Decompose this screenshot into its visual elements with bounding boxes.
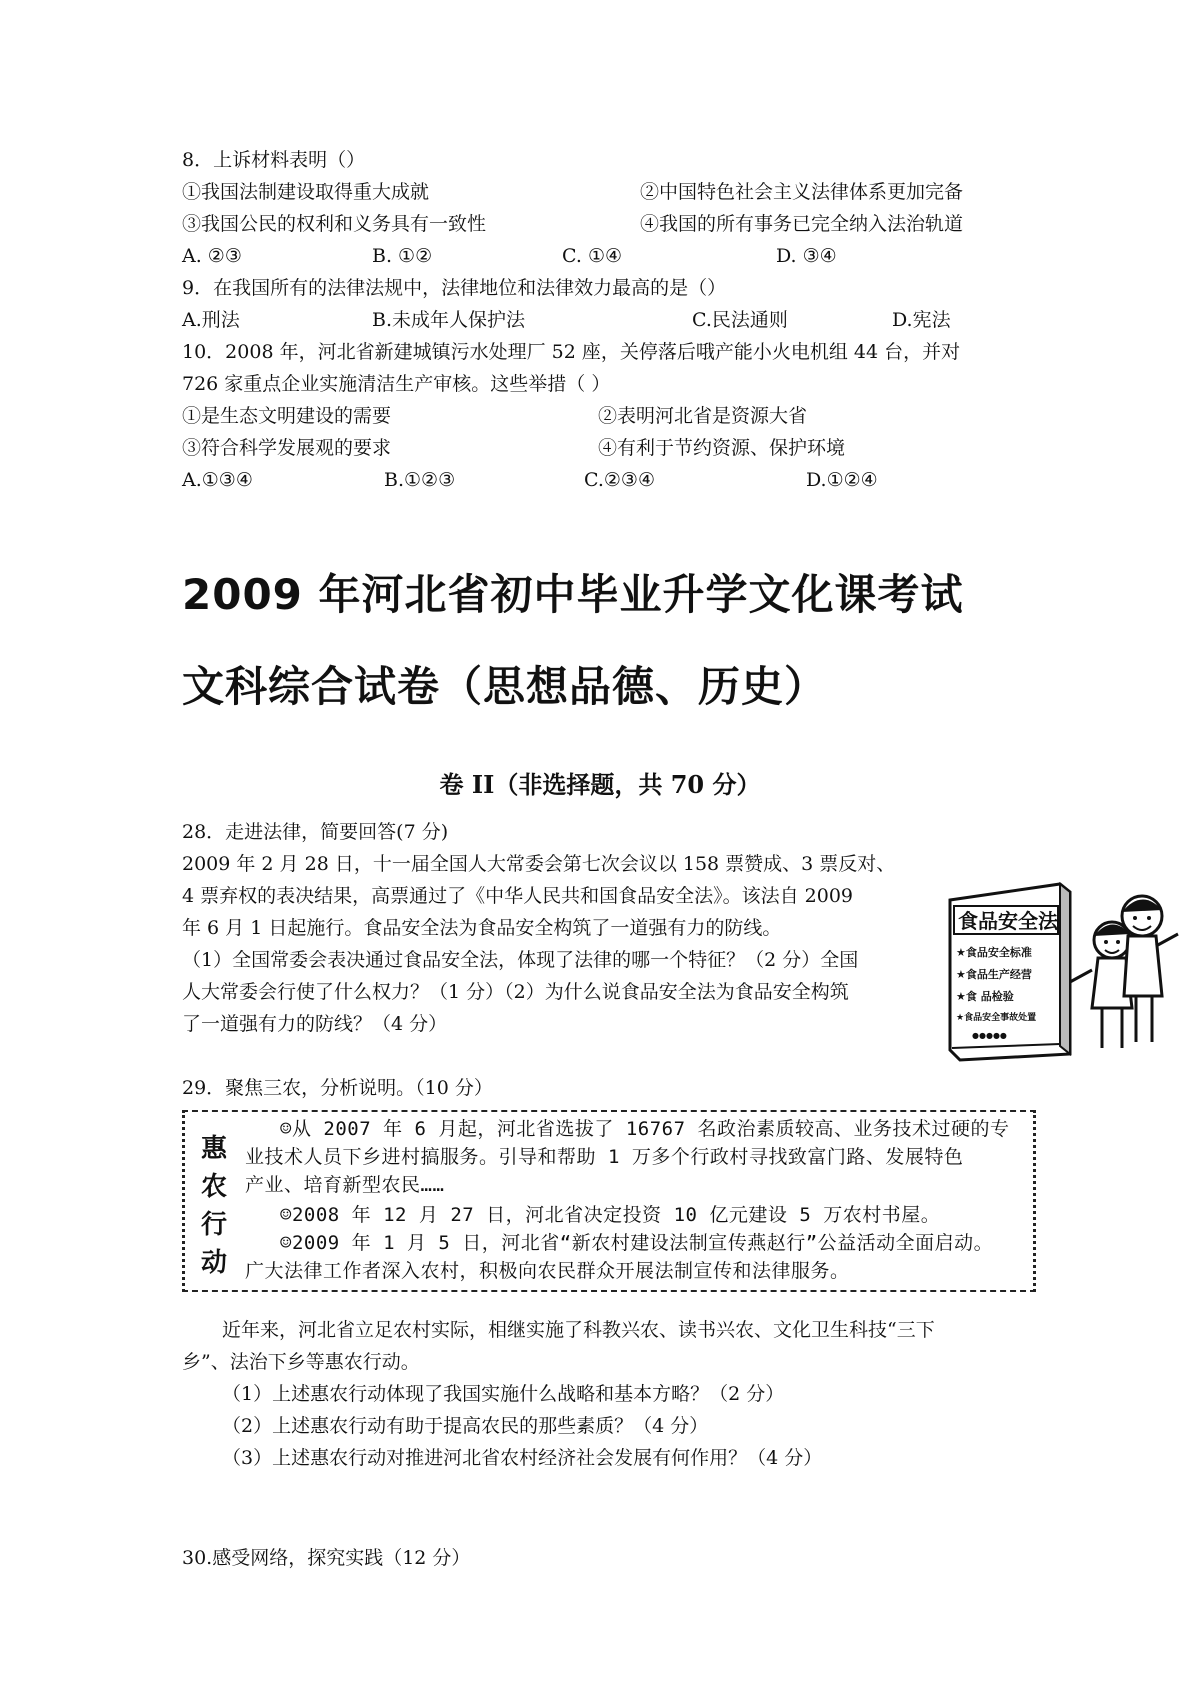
book-and-people-drawing (942, 878, 1182, 1063)
q9-choice-a: A.刑法 (182, 309, 240, 331)
q8-choice-c: C. ①④ (562, 245, 623, 267)
book-item-2: ★食品生产经营 (956, 968, 1032, 981)
q8-choice-a: A. ②③ (182, 245, 242, 267)
q8-stem: 8．上诉材料表明（） (182, 149, 366, 171)
q10-choice-b: B.①②③ (384, 469, 456, 491)
q9-stem: 9．在我国所有的法律法规中，法律地位和法律效力最高的是（） (182, 277, 727, 299)
book-item-4: ★食品安全事故处置 (956, 1013, 1037, 1023)
exam-title-line2: 文科综合试卷（思想品德、历史） (182, 662, 828, 711)
q29-stem: 29．聚焦三农，分析说明。（10 分） (182, 1077, 493, 1099)
book-dots: ●●●●● (972, 1031, 1007, 1040)
q29-intro-line1: 近年来，河北省立足农村实际，相继实施了科教兴农、读书兴农、文化卫生科技“三下 (222, 1319, 935, 1341)
box-line-3: 产业、培育新型农民…… (245, 1174, 445, 1196)
q30-stem: 30.感受网络，探究实践（12 分） (182, 1547, 471, 1569)
box-line-1: ☺从 2007 年 6 月起，河北省选拔了 16767 名政治素质较高、业务技术过硬的专 (280, 1118, 1010, 1140)
book-title: 食品安全法 (958, 909, 1058, 933)
q10-stem-line1: 10．2008 年，河北省新建城镇污水处理厂 52 座，关停落后哦产能小火电机组 44 台，并对 (182, 341, 961, 363)
q28-subquestion-line2: 人大常委会行使了什么权力？（1 分）（2）为什么说食品安全法为食品安全构筑 (182, 981, 849, 1003)
q8-option-4: ④我国的所有事务已完全纳入法治轨道 (640, 213, 964, 235)
box-label-char-3: 行 (200, 1210, 227, 1240)
section-heading: 卷 II（非选择题，共 70 分） (439, 770, 761, 799)
q9-choice-c: C.民法通则 (692, 309, 788, 331)
q8-option-2: ②中国特色社会主义法律体系更加完备 (640, 181, 964, 203)
box-line-2: 业技术人员下乡进村搞服务。引导和帮助 1 万多个行政村寻找致富门路、发展特色 (245, 1146, 964, 1168)
q29-subquestion-3: （3）上述惠农行动对推进河北省农村经济社会发展有何作用？（4 分） (222, 1447, 823, 1469)
box-label-char-1: 惠 (200, 1134, 227, 1164)
q8-option-1: ①我国法制建设取得重大成就 (182, 181, 430, 203)
q10-choice-a: A.①③④ (182, 469, 253, 491)
q10-choice-c: C.②③④ (584, 469, 655, 491)
q28-stem: 28．走进法律，简要回答(7 分) (182, 821, 449, 843)
q10-option-4: ④有利于节约资源、保护环境 (598, 437, 846, 459)
q10-choice-d: D.①②④ (806, 469, 878, 491)
q8-choice-b: B. ①② (372, 245, 433, 267)
q29-subquestion-1: （1）上述惠农行动体现了我国实施什么战略和基本方略？（2 分） (222, 1383, 785, 1405)
q10-option-2: ②表明河北省是资源大省 (598, 405, 808, 427)
box-label-char-4: 动 (200, 1248, 227, 1278)
q10-option-1: ①是生态文明建设的需要 (182, 405, 392, 427)
q8-choice-d: D. ③④ (776, 245, 837, 267)
box-label-char-2: 农 (200, 1172, 227, 1202)
box-line-6: 广大法律工作者深入农村，积极向农民群众开展法制宣传和法律服务。 (245, 1260, 850, 1282)
q29-subquestion-2: （2）上述惠农行动有助于提高农民的那些素质？（4 分） (222, 1415, 709, 1437)
box-vertical-label (199, 1130, 229, 1282)
q28-paragraph-line3: 年 6 月 1 日起施行。食品安全法为食品安全构筑了一道强有力的防线。 (182, 917, 782, 939)
q28-paragraph-line2: 4 票弃权的表决结果，高票通过了《中华人民共和国食品安全法》。该法自 2009 (182, 885, 854, 907)
food-safety-law-illustration (942, 878, 1182, 1063)
book-item-1: ★食品安全标准 (956, 946, 1032, 959)
q8-option-3: ③我国公民的权利和义务具有一致性 (182, 213, 487, 235)
q10-stem-line2: 726 家重点企业实施清洁生产审核。这些举措（ ） (182, 373, 611, 395)
hui-nong-action-box (182, 1110, 1036, 1292)
box-line-4: ☺2008 年 12 月 27 日，河北省决定投资 10 亿元建设 5 万农村书屋。 (280, 1204, 941, 1226)
q28-subquestion-line3: 了一道强有力的防线？（4 分） (182, 1013, 448, 1035)
q28-paragraph-line1: 2009 年 2 月 28 日，十一届全国人大常委会第七次会议以 158 票赞成、3 票反对、 (182, 853, 896, 875)
q9-choice-d: D.宪法 (892, 309, 951, 331)
exam-title-line1: 2009 年河北省初中毕业升学文化课考试 (182, 570, 964, 619)
q28-subquestion-line1: （1）全国常委会表决通过食品安全法，体现了法律的哪一个特征？（2 分）全国 (182, 949, 859, 971)
q9-choice-b: B.未成年人保护法 (372, 309, 526, 331)
q29-intro-line2: 乡”、法治下乡等惠农行动。 (182, 1351, 420, 1373)
book-item-3: ★食 品检验 (956, 990, 1014, 1003)
q10-option-3: ③符合科学发展观的要求 (182, 437, 392, 459)
box-line-5: ☺2009 年 1 月 5 日，河北省“新农村建设法制宣传燕赵行”公益活动全面启动。 (280, 1232, 994, 1254)
